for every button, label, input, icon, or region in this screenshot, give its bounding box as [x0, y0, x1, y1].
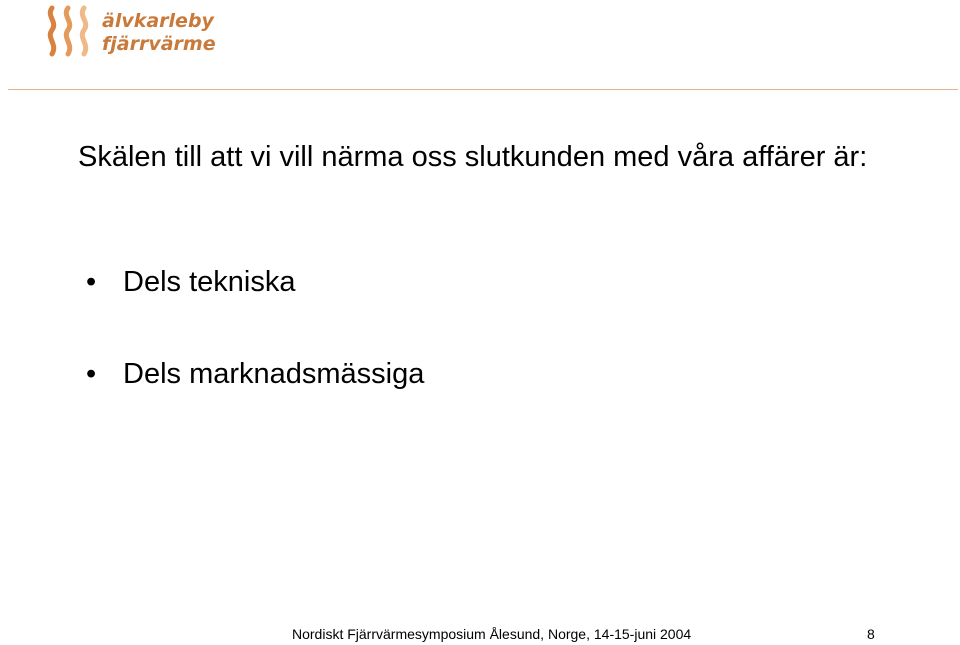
company-logo [44, 4, 244, 64]
flame-waves-icon [44, 4, 100, 64]
bullet-icon: • [86, 358, 97, 390]
header-divider [8, 89, 958, 90]
logo-text-line1: älvkarleby [102, 10, 214, 32]
bullet-text: Dels tekniska [123, 266, 296, 298]
footer-text: Nordiskt Fjärrvärmesymposium Ålesund, Norge, 14-15-juni 2004 [292, 626, 692, 642]
bullet-text: Dels marknadsmässiga [123, 358, 425, 390]
logo-text-line2: fjärrvärme [102, 33, 216, 55]
slide-heading: Skälen till att vi vill närma oss slutkunden med våra affärer är: [78, 141, 868, 173]
bullet-item [86, 265, 295, 299]
bullet-icon: • [86, 266, 97, 298]
page-number: 8 [867, 626, 875, 642]
bullet-item [86, 357, 424, 391]
